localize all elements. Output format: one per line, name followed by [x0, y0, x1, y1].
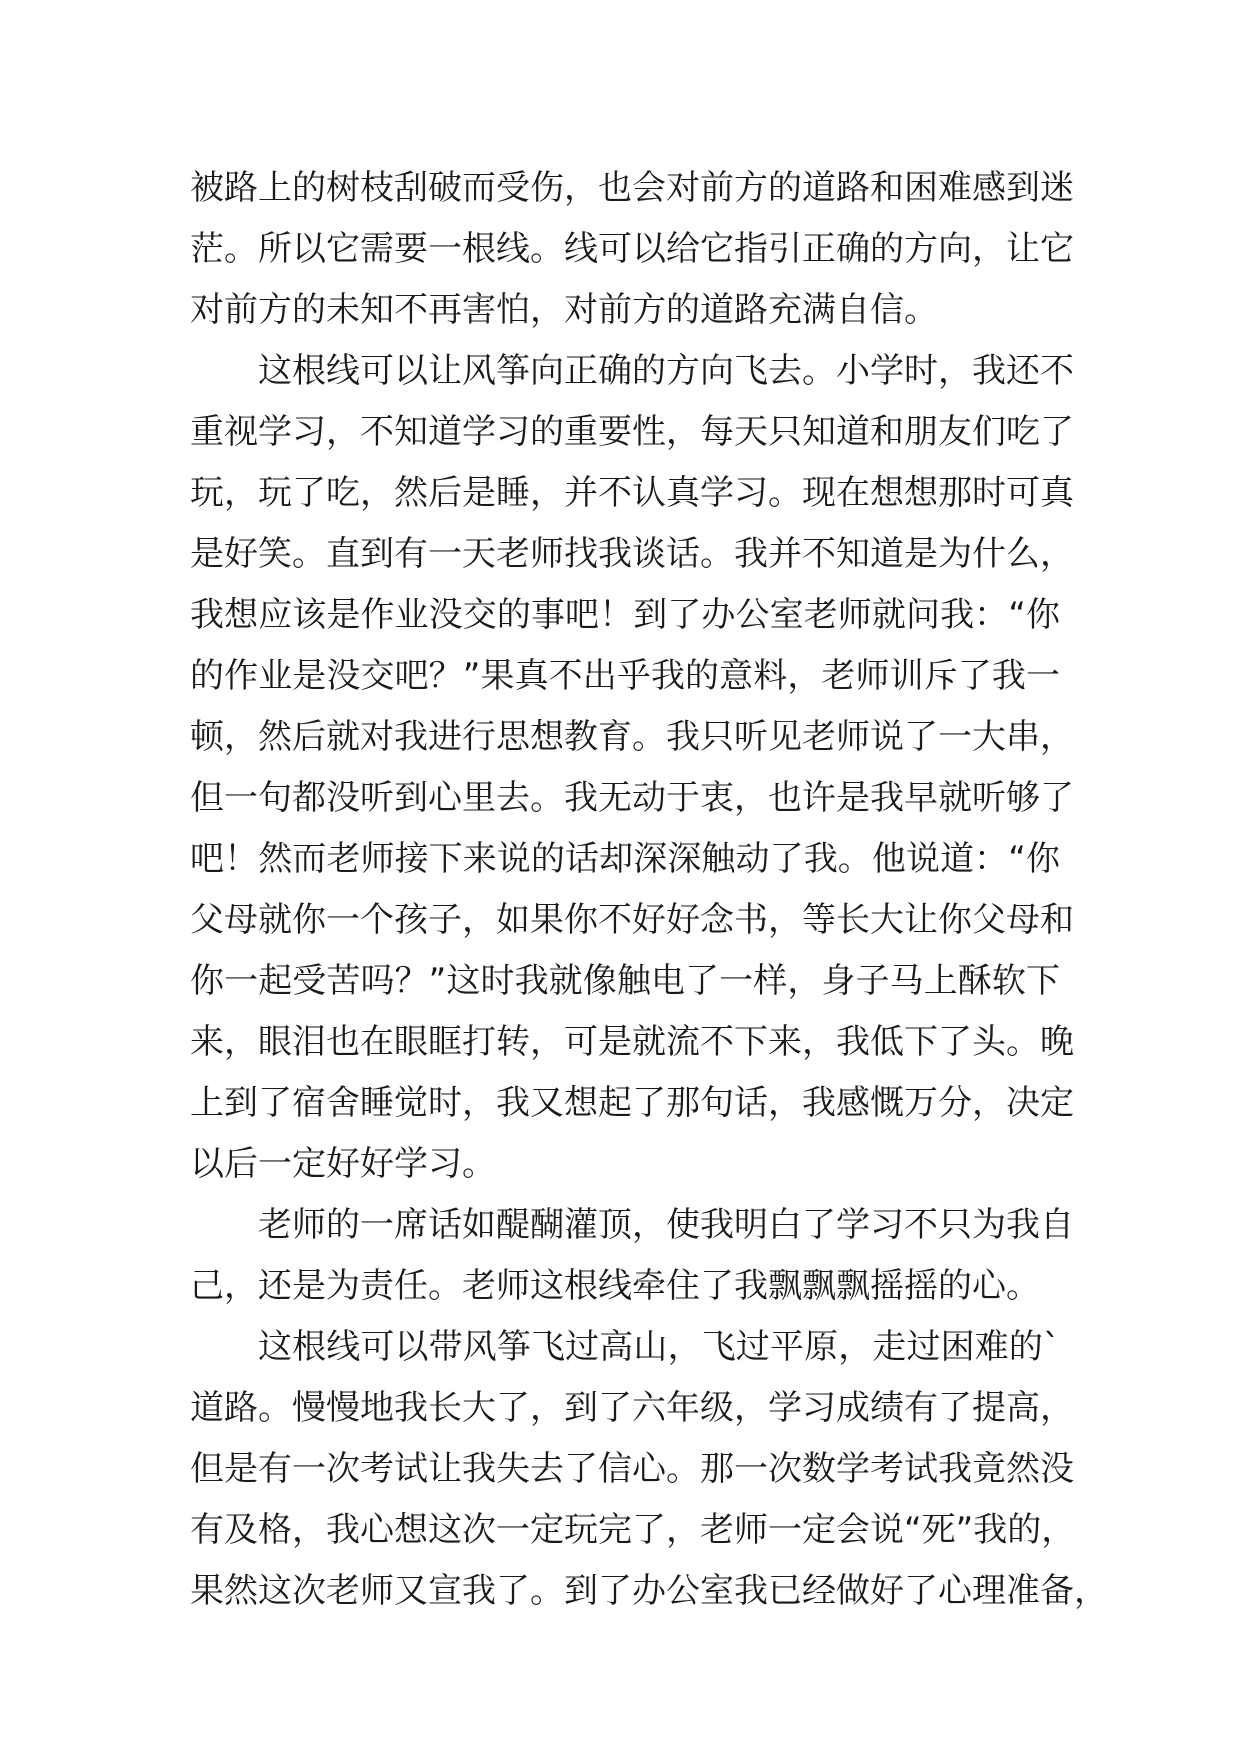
text-line: 这根线可以带风筝飞过高山，飞过平原，走过困难的` — [258, 1327, 1060, 1367]
text-line: 但一句都没听到心里去。我无动于衷，也许是我早就听够了 — [190, 778, 1074, 818]
text-line: 对前方的未知不再害怕，对前方的道路充满自信。 — [190, 290, 938, 330]
text-line: 上到了宿舍睡觉时，我又想起了那句话，我感慨万分，决定 — [190, 1083, 1074, 1123]
text-line: 我想应该是作业没交的事吧！到了办公室老师就问我：“你 — [190, 595, 1060, 635]
text-line: 是好笑。直到有一天老师找我谈话。我并不知道是为什么， — [190, 534, 1074, 574]
text-line: 这根线可以让风筝向正确的方向飞去。小学时，我还不 — [258, 351, 1074, 391]
text-line: 你一起受苦吗？”这时我就像触电了一样，身子马上酥软下 — [190, 961, 1060, 1001]
text-line: 来，眼泪也在眼眶打转，可是就流不下来，我低下了头。晚 — [190, 1022, 1074, 1062]
text-line: 的作业是没交吧？”果真不出乎我的意料，老师训斥了我一 — [190, 656, 1060, 696]
text-line: 但是有一次考试让我失去了信心。那一次数学考试我竟然没 — [190, 1449, 1074, 1489]
text-line: 顿，然后就对我进行思想教育。我只听见老师说了一大串， — [190, 717, 1074, 757]
text-line: 吧！然而老师接下来说的话却深深触动了我。他说道：“你 — [190, 839, 1060, 879]
text-line: 道路。慢慢地我长大了，到了六年级，学习成绩有了提高， — [190, 1388, 1074, 1428]
text-line: 茫。所以它需要一根线。线可以给它指引正确的方向，让它 — [190, 229, 1074, 269]
text-line: 重视学习，不知道学习的重要性，每天只知道和朋友们吃了 — [190, 412, 1074, 452]
text-line: 己，还是为责任。老师这根线牵住了我飘飘飘摇摇的心。 — [190, 1266, 1040, 1306]
text-line: 果然这次老师又宣我了。到了办公室我已经做好了心理准备， — [190, 1571, 1108, 1611]
text-line: 以后一定好好学习。 — [190, 1144, 496, 1184]
text-line: 被路上的树枝刮破而受伤，也会对前方的道路和困难感到迷 — [190, 168, 1074, 208]
text-line: 玩，玩了吃，然后是睡，并不认真学习。现在想想那时可真 — [190, 473, 1074, 513]
text-line: 父母就你一个孩子，如果你不好好念书，等长大让你父母和 — [190, 900, 1074, 940]
text-line: 有及格，我心想这次一定玩完了，老师一定会说“死”我的， — [190, 1510, 1076, 1550]
text-line: 老师的一席话如醍醐灌顶，使我明白了学习不只为我自 — [258, 1205, 1074, 1245]
body-text — [190, 158, 1108, 1622]
